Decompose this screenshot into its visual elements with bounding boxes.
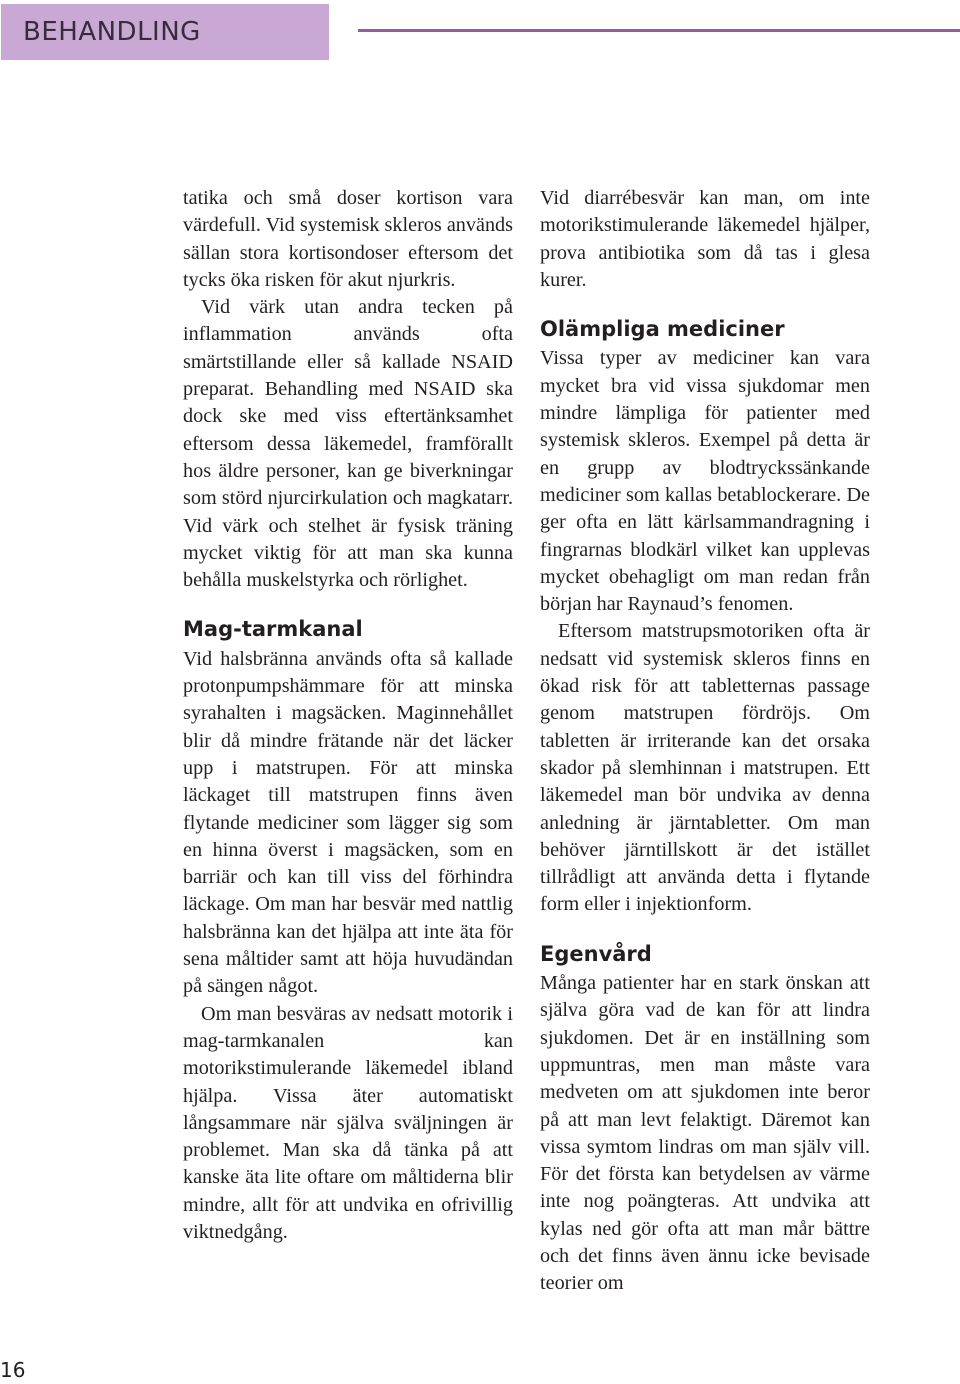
right-column <box>540 185 870 1298</box>
paragraph-egenvard: Många patienter har en stark önskan att själva göra vad de kan för att lindra sjukdomen. Det är en inställning som uppmuntras, men man måste vara medveten om att sjukdomen inte beror på att man levt felaktigt. Däremot kan vissa symtom lindras om man själv vill. För det första kan betydelsen av värme inte nog poängteras. Att undvika att kylas ned gör ofta att man mår bättre och det finns även ännu icke bevisade teorier om <box>540 972 870 1295</box>
section-tab <box>1 4 329 60</box>
left-column <box>183 185 513 1246</box>
section-label: BEHANDLING <box>23 17 201 47</box>
heading-olampliga-mediciner: Olämpliga mediciner <box>540 317 785 342</box>
paragraph-halsbranna: Vid halsbränna används ofta så kallade protonpumpshämmare för att minska syrahalten i magsäcken. Maginnehållet blir då mindre frätande när det läcker upp i matstrupen. För att minska läckaget till matstrupen finns även flytande mediciner som lägger sig som en hinna överst i magsäcken, som en barriär och kan till viss del förhindra läckage. Om man har besvär med nattlig halsbränna kan det hjälpa att inte äta för sena måltider samt att höja huvudändan på sängen något. <box>183 647 513 998</box>
heading-mag-tarmkanal: Mag-tarmkanal <box>183 617 363 642</box>
paragraph-betablockerare: Vissa typer av mediciner kan vara mycket bra vid vissa sjukdomar men mindre lämpliga för patienter med systemisk skleros. Exempel på detta är en grupp av blodtryckssänkande mediciner som kallas betablockerare. De ger ofta en lätt kärlsammandragning i fingrarnas blodkärl vilket kan upplevas mycket obehagligt om man redan från början har Raynaud’s fenomen. <box>540 347 870 616</box>
paragraph-nsaid: Vid värk utan andra tecken på inflammation används ofta smärtstillande eller så kallade NSAID preparat. Behandling med NSAID ska dock ske med viss eftertänksamhet eftersom dessa läkemedel, framförallt hos äldre personer, kan ge biverkningar som störd njurcirkulation och magkatarr. Vid värk och stelhet är fysisk träning mycket viktig för att man ska kunna behålla muskelstyrka och rörlighet. <box>183 296 513 592</box>
header-rule <box>358 29 960 32</box>
paragraph-matstrupe: Eftersom matstrupsmotoriken ofta är nedsatt vid systemisk skleros finns en ökad risk för att tabletternas passage genom matstrupen fördröjs. Om tabletten är irriterande kan det orsaka skador på slemhinnan i matstrupen. Ett läkemedel man bör undvika av denna anledning är järntabletter. Om man behöver järntillskott är det istället tillrådligt att använda detta i flytande form eller i injektionform. <box>540 620 870 916</box>
paragraph-kortison: tatika och små doser kortison vara värdefull. Vid systemisk skleros används sällan stora kortisondoser eftersom det tycks öka risken för akut njurkris. <box>183 187 513 291</box>
page-number: 16 <box>0 1358 26 1382</box>
paragraph-diarre: Vid diarrébesvär kan man, om inte motorikstimulerande läkemedel hjälper, prova antibiotika som då tas i glesa kurer. <box>540 187 870 291</box>
paragraph-motorik: Om man besväras av nedsatt motorik i mag-tarmkanalen kan motorikstimulerande läkemedel ibland hjälpa. Vissa äter automatiskt långsammare när själva sväljningen är problemet. Man ska då tänka på att kanske äta lite oftare om måltiderna blir mindre, allt för att undvika en ofrivillig viktnedgång. <box>183 1002 513 1243</box>
heading-egenvard: Egenvård <box>540 941 652 966</box>
